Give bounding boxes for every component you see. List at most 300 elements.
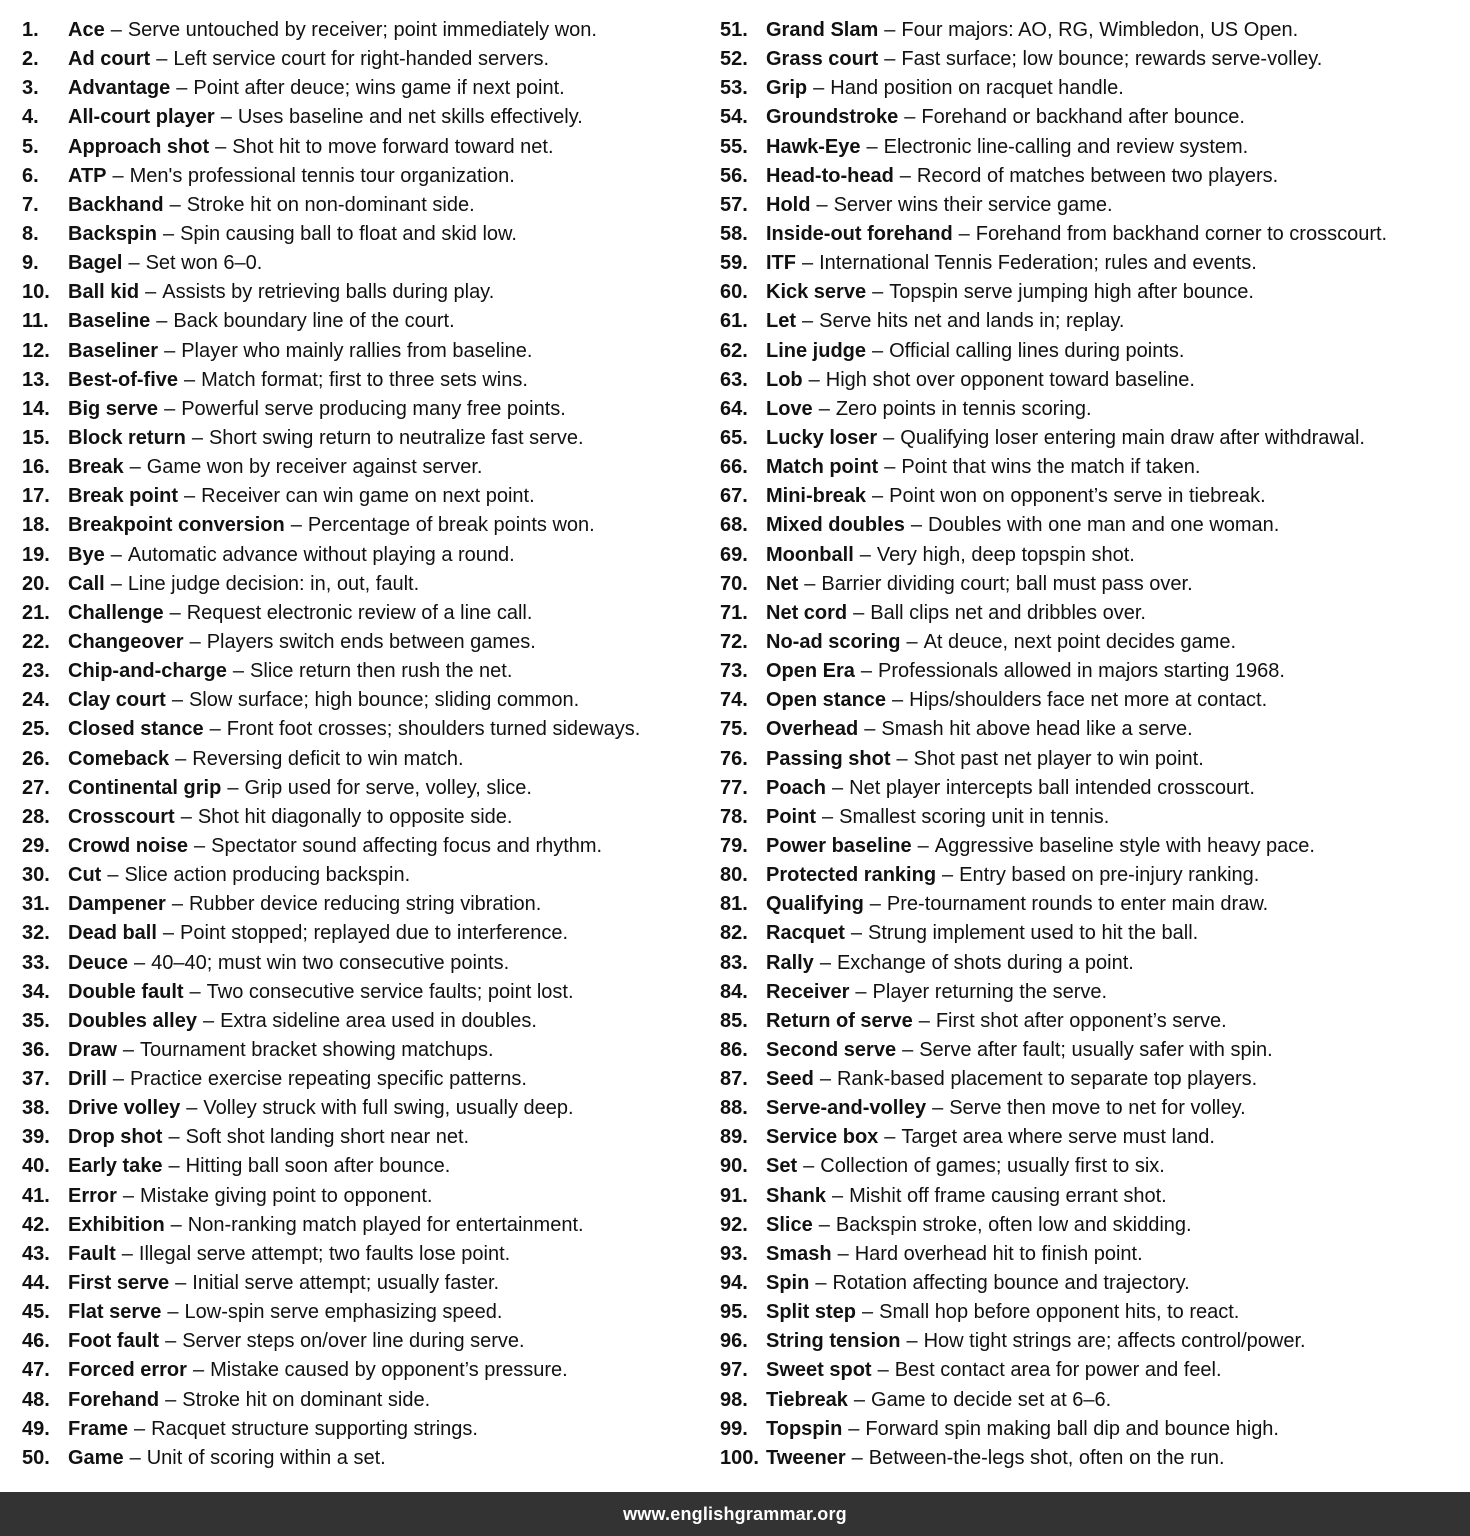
entry-number: 3. [22,77,39,100]
entry-separator: – [168,1126,180,1149]
entry-term: Doubles alley [68,1009,197,1032]
entry-number: 81. [720,893,748,916]
entry-separator: – [904,106,916,129]
glossary-entry [22,1356,712,1385]
entry-definition: Serve then move to net for volley. [949,1097,1246,1120]
entry-number: 1. [22,19,39,41]
entry-term: All-court player [68,106,215,129]
glossary-entry [720,1327,1465,1356]
entry-number: 16. [22,456,50,479]
entry-definition: Assists by retrieving balls during play. [162,281,495,304]
entry-number: 44. [22,1272,50,1295]
entry-definition: Low-spin serve emphasizing speed. [184,1301,503,1324]
entry-definition: Point after deuce; wins game if next point. [193,77,565,100]
entry-number: 46. [22,1330,50,1353]
entry-term: Love [766,397,813,420]
glossary-entry [720,74,1465,103]
entry-number: 50. [22,1446,50,1469]
entry-definition: Match format; first to three sets wins. [201,368,528,391]
entry-term: Early take [68,1155,163,1178]
entry-definition: Between-the-legs shot, often on the run. [868,1446,1225,1469]
entry-number: 87. [720,1068,748,1091]
entry-term: Open stance [766,689,887,712]
entry-definition: Request electronic review of a line call. [186,601,533,624]
entry-term: Drop shot [68,1126,163,1149]
entry-term: Seed [766,1068,814,1091]
entry-term: Line judge [766,339,866,362]
glossary-entry [720,424,1465,453]
entry-term: Point [766,805,816,828]
entry-term: Frame [68,1417,129,1440]
entry-number: 67. [720,485,748,508]
entry-definition: Professionals allowed in majors starting 1968. [878,660,1285,683]
entry-term: Backhand [68,193,164,216]
entry-term: Game [68,1446,124,1469]
glossary-entry [720,1444,1465,1473]
entry-number: 90. [720,1155,748,1178]
glossary-entry [720,249,1465,278]
entry-separator: – [107,864,119,887]
entry-definition: Mistake caused by opponent’s pressure. [210,1359,568,1382]
entry-number: 21. [22,601,50,624]
entry-number: 25. [22,718,50,741]
entry-number: 62. [720,339,748,362]
entry-term: Backspin [68,222,157,245]
glossary-column-left [22,16,712,1473]
glossary-entry [22,628,712,657]
entry-number: 84. [720,980,748,1003]
entry-separator: – [822,805,834,828]
entry-number: 40. [22,1155,50,1178]
entry-separator: – [853,1388,866,1411]
entry-definition: Reversing deficit to win match. [192,747,464,770]
entry-definition: Electronic line-calling and review system. [883,135,1249,158]
entry-definition: Doubles with one man and one woman. [928,514,1280,537]
entry-number: 32. [22,922,50,945]
glossary-entry [720,337,1465,366]
glossary-entry [720,278,1465,307]
entry-separator: – [802,252,814,275]
entry-term: Grip [766,77,808,100]
glossary-entry [720,1123,1465,1152]
entry-definition: Slow surface; high bounce; sliding common. [188,689,580,712]
glossary-entry [22,395,712,424]
entry-separator: – [860,660,873,683]
entry-definition: Game to decide set at 6–6. [871,1388,1112,1411]
entry-separator: – [958,222,970,245]
entry-number: 35. [22,1009,50,1032]
entry-number: 61. [720,310,748,333]
entry-separator: – [906,630,918,653]
entry-term: Continental grip [68,776,222,799]
entry-separator: – [932,1097,944,1120]
glossary-entry [720,482,1465,511]
entry-term: Bagel [68,252,123,275]
entry-separator: – [899,164,911,187]
entry-term: Split step [766,1301,857,1324]
entry-separator: – [164,397,176,420]
entry-separator: – [290,514,302,537]
entry-definition: Forward spin making ball dip and bounce high. [865,1417,1279,1440]
glossary-entry [720,949,1465,978]
entry-term: Lob [766,368,803,391]
glossary-entry [22,1152,712,1181]
entry-number: 88. [720,1097,748,1120]
glossary-entry [22,861,712,890]
entry-term: Tiebreak [766,1388,848,1411]
entry-number: 64. [720,397,748,420]
glossary-entry [720,1240,1465,1269]
glossary-entry [22,249,712,278]
entry-definition: Player who mainly rallies from baseline. [181,339,533,362]
entry-term: Mini-break [766,485,867,508]
entry-term: String tension [766,1330,901,1353]
entry-term: Ace [68,19,105,41]
entry-number: 85. [720,1009,748,1032]
glossary-entry [720,191,1465,220]
entry-number: 72. [720,630,748,653]
entry-definition: Initial serve attempt; usually faster. [192,1272,500,1295]
entry-number: 91. [720,1184,748,1207]
glossary-entry [720,45,1465,74]
entry-separator: – [815,1272,827,1295]
glossary-entry [22,45,712,74]
glossary-entry [720,220,1465,249]
entry-definition: Illegal serve attempt; two faults lose point. [138,1242,511,1265]
entry-separator: – [180,805,192,828]
glossary-list [0,16,1470,1476]
glossary-entry [22,1298,712,1327]
glossary-entry [22,307,712,336]
entry-term: Block return [68,426,186,449]
entry-number: 89. [720,1126,748,1149]
glossary-entry [22,337,712,366]
entry-separator: – [165,1388,177,1411]
entry-separator: – [169,193,181,216]
entry-definition: Hips/shoulders face net more at contact. [909,689,1268,712]
entry-separator: – [129,1446,141,1469]
glossary-entry [720,1211,1465,1240]
entry-separator: – [184,485,196,508]
entry-definition: Racquet structure supporting strings. [151,1417,478,1440]
entry-separator: – [818,1213,830,1236]
entry-separator: – [156,48,168,71]
entry-separator: – [942,864,954,887]
entry-definition: Left service court for right-handed servers. [173,48,550,71]
entry-number: 57. [720,193,748,216]
entry-definition: Non-ranking match played for entertainment. [187,1213,584,1236]
entry-number: 54. [720,106,748,129]
entry-definition: Point stopped; replayed due to interference. [180,922,569,945]
entry-number: 66. [720,456,748,479]
entry-definition: Hand position on racquet handle. [830,77,1124,100]
entry-term: Crosscourt [68,805,175,828]
entry-term: Closed stance [68,718,204,741]
glossary-entry [22,1386,712,1415]
entry-definition: Practice exercise repeating specific patterns. [130,1068,527,1091]
entry-term: Shank [766,1184,827,1207]
entry-separator: – [112,1068,125,1091]
entry-number: 53. [720,77,748,100]
entry-term: Baseliner [68,339,159,362]
glossary-entry [22,1123,712,1152]
entry-separator: – [171,893,183,916]
entry-number: 13. [22,368,50,391]
glossary-entry [22,103,712,132]
entry-number: 95. [720,1301,748,1324]
entry-separator: – [804,572,816,595]
entry-separator: – [853,601,865,624]
entry-term: Double fault [68,980,184,1003]
entry-term: Chip-and-charge [68,660,227,683]
entry-term: Fault [68,1242,116,1265]
entry-number: 9. [22,252,39,275]
entry-definition: Serve hits net and lands in; replay. [819,310,1125,333]
glossary-entry [720,890,1465,919]
entry-separator: – [220,106,232,129]
entry-separator: – [851,1446,863,1469]
entry-definition: Ball clips net and dribbles over. [870,601,1146,624]
glossary-entry [720,1065,1465,1094]
entry-term: Sweet spot [766,1359,872,1382]
glossary-entry [22,191,712,220]
entry-number: 4. [22,106,39,129]
glossary-entry [720,1152,1465,1181]
entry-definition: Slice return then rush the net. [250,660,513,683]
entry-number: 93. [720,1242,748,1265]
entry-number: 74. [720,689,748,712]
entry-definition: Tournament bracket showing matchups. [140,1038,494,1061]
glossary-entry [720,774,1465,803]
entry-term: Net cord [766,601,848,624]
entry-definition: Rotation affecting bounce and trajectory. [832,1272,1190,1295]
entry-term: Hawk-Eye [766,135,861,158]
entry-separator: – [145,281,157,304]
entry-number: 80. [720,864,748,887]
entry-term: Smash [766,1242,832,1265]
entry-separator: – [848,1417,860,1440]
entry-definition: Four majors: AO, RG, Wimbledon, US Open. [901,19,1299,41]
entry-term: Baseline [68,310,151,333]
entry-term: Poach [766,776,827,799]
entry-term: Second serve [766,1038,897,1061]
entry-separator: – [808,368,820,391]
entry-term: Ball kid [68,281,140,304]
entry-term: Passing shot [766,747,891,770]
glossary-entry [720,1356,1465,1385]
entry-term: Deuce [68,951,129,974]
entry-definition: Target area where serve must land. [901,1126,1215,1149]
entry-term: Breakpoint conversion [68,514,285,537]
entry-separator: – [232,660,245,683]
entry-term: Power baseline [766,834,912,857]
entry-definition: Forehand from backhand corner to crosscourt. [975,222,1388,245]
glossary-entry [720,919,1465,948]
entry-separator: – [168,1155,180,1178]
entry-number: 15. [22,426,50,449]
glossary-entry [22,74,712,103]
entry-definition: High shot over opponent toward baseline. [825,368,1195,391]
entry-term: Error [68,1184,117,1207]
entry-number: 63. [720,368,748,391]
entry-number: 51. [720,19,748,41]
glossary-entry [22,16,712,45]
glossary-entry [720,1269,1465,1298]
entry-definition: Serve after fault; usually safer with spin. [919,1038,1273,1061]
entry-term: Mixed doubles [766,514,905,537]
entry-separator: – [122,1184,135,1207]
entry-definition: Line judge decision: in, out, fault. [127,572,420,595]
entry-separator: – [191,426,203,449]
entry-number: 43. [22,1242,50,1265]
entry-number: 38. [22,1097,50,1120]
glossary-entry [22,1007,712,1036]
entry-definition: Best contact area for power and feel. [894,1359,1222,1382]
entry-separator: – [892,689,904,712]
entry-separator: – [184,368,196,391]
entry-definition: How tight strings are; affects control/power. [923,1330,1306,1353]
entry-definition: 40–40; must win two consecutive points. [151,951,510,974]
glossary-entry [22,1415,712,1444]
entry-term: Forehand [68,1388,160,1411]
glossary-entry [720,657,1465,686]
entry-definition: Hitting ball soon after bounce. [185,1155,451,1178]
entry-definition: Soft shot landing short near net. [185,1126,470,1149]
entry-separator: – [189,980,201,1003]
entry-term: Dampener [68,893,166,916]
entry-definition: Serve untouched by receiver; point immediately won. [127,19,597,41]
entry-number: 48. [22,1388,50,1411]
glossary-entry [22,1094,712,1123]
entry-definition: Spin causing ball to float and skid low. [180,222,517,245]
entry-term: Approach shot [68,135,210,158]
entry-separator: – [128,252,140,275]
entry-number: 23. [22,660,50,683]
entry-number: 39. [22,1126,50,1149]
entry-separator: – [164,339,176,362]
entry-separator: – [866,135,878,158]
glossary-entry [22,424,712,453]
entry-separator: – [884,1126,896,1149]
glossary-entry [720,1182,1465,1211]
entry-term: Slice [766,1213,813,1236]
entry-separator: – [803,1155,815,1178]
entry-term: Serve-and-volley [766,1097,927,1120]
entry-separator: – [910,514,923,537]
footer-website-link[interactable]: www.englishgrammar.org [623,1503,847,1524]
entry-term: Open Era [766,660,855,683]
entry-separator: – [209,718,221,741]
entry-term: Topspin [766,1417,843,1440]
entry-term: Cut [68,864,102,887]
entry-definition: Smallest scoring unit in tennis. [839,805,1110,828]
entry-number: 7. [22,193,39,216]
entry-definition: Stroke hit on dominant side. [182,1388,431,1411]
entry-definition: Mishit off frame causing errant shot. [849,1184,1167,1207]
entry-separator: – [227,776,239,799]
glossary-entry [720,1415,1465,1444]
entry-definition: Men's professional tennis tour organization. [129,164,515,187]
entry-separator: – [122,1038,135,1061]
entry-number: 70. [720,572,748,595]
entry-definition: Small hop before opponent hits, to react. [879,1301,1240,1324]
entry-separator: – [194,834,206,857]
entry-definition: Hard overhead hit to finish point. [854,1242,1143,1265]
entry-definition: Two consecutive service faults; point lost. [206,980,574,1003]
entry-term: Break point [68,485,179,508]
entry-separator: – [884,48,896,71]
entry-definition: Game won by receiver against server. [146,456,483,479]
entry-definition: Shot hit diagonally to opposite side. [197,805,513,828]
entry-definition: Players switch ends between games. [206,630,536,653]
entry-definition: Grip used for serve, volley, slice. [244,776,532,799]
entry-term: Lucky loser [766,426,878,449]
entry-term: Racquet [766,922,845,945]
entry-number: 97. [720,1359,748,1382]
entry-term: Drive volley [68,1097,181,1120]
entry-separator: – [859,543,871,566]
entry-term: First serve [68,1272,170,1295]
glossary-entry [22,511,712,540]
glossary-entry [22,162,712,191]
entry-number: 42. [22,1213,50,1236]
entry-definition: Stroke hit on non-dominant side. [186,193,475,216]
entry-number: 79. [720,834,748,857]
entry-term: No-ad scoring [766,630,901,653]
entry-number: 98. [720,1388,748,1411]
entry-number: 94. [720,1272,748,1295]
entry-number: 30. [22,864,50,887]
entry-separator: – [170,1213,182,1236]
entry-term: Spin [766,1272,810,1295]
entry-number: 26. [22,747,50,770]
entry-definition: Slice action producing backspin. [124,864,411,887]
glossary-entry [720,1036,1465,1065]
entry-term: Rally [766,951,814,974]
entry-number: 11. [22,310,49,333]
entry-number: 60. [720,281,748,304]
entry-definition: Rank-based placement to separate top players. [836,1068,1258,1091]
entry-definition: Very high, deep topspin shot. [876,543,1135,566]
entry-term: Grass court [766,48,879,71]
glossary-entry [22,1211,712,1240]
entry-term: Moonball [766,543,854,566]
entry-term: Groundstroke [766,106,899,129]
glossary-entry [720,832,1465,861]
entry-number: 12. [22,339,50,362]
entry-term: Bye [68,543,105,566]
entry-definition: At deuce, next point decides game. [923,630,1236,653]
glossary-entry [720,599,1465,628]
glossary-entry [22,541,712,570]
entry-definition: Entry based on pre-injury ranking. [959,864,1260,887]
entry-number: 75. [720,718,748,741]
entry-separator: – [917,834,929,857]
glossary-entry [22,599,712,628]
glossary-entry [720,686,1465,715]
entry-separator: – [832,1184,844,1207]
glossary-entry [22,657,712,686]
entry-number: 8. [22,222,39,245]
entry-term: Protected ranking [766,864,937,887]
entry-separator: – [864,718,876,741]
entry-definition: Point won on opponent’s serve in tiebreak. [889,485,1266,508]
entry-term: Changeover [68,630,184,653]
glossary-entry [22,1065,712,1094]
glossary-entry [22,366,712,395]
entry-separator: – [902,1038,914,1061]
entry-separator: – [112,164,124,187]
